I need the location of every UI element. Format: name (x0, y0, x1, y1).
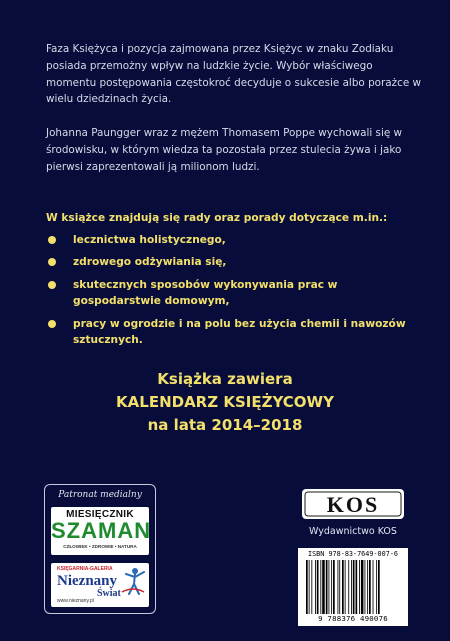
list-item (46, 277, 416, 310)
isbn-text: ISBN 978-83-7649-007-6 (307, 550, 399, 558)
barcode-bar (359, 560, 360, 614)
barcode-bar (317, 560, 319, 614)
barcode-bar (320, 560, 321, 614)
nieznany-logo-name: Nieznany (57, 573, 117, 589)
barcode-bar (345, 560, 346, 614)
list-item (46, 316, 416, 349)
media-patronage-box (44, 484, 156, 614)
barcode-bar (365, 560, 366, 614)
isbn-barcode (298, 548, 408, 626)
bullet-icon (48, 320, 56, 328)
barcode-bar (373, 560, 374, 614)
calendar-line-2: KALENDARZ KSIĘŻYCOWY (116, 393, 334, 411)
calendar-line-3: na lata 2014–2018 (147, 416, 303, 434)
description-text (46, 41, 426, 192)
list-item (46, 254, 416, 271)
nieznany-logo-url: www.nieznany.pl (57, 598, 94, 604)
nieznany-swiat-logo (51, 563, 149, 607)
nieznany-logo-name-2: Świat (97, 588, 121, 599)
barcode-bar (322, 560, 325, 614)
barcode-bar (353, 560, 355, 614)
kos-logo-mark (302, 489, 404, 519)
description-paragraph-1: Faza Księżyca i pozycja zajmowana przez Księżyc w znaku Zodiaku posiada przemożny wpływ na ludzkie życie. Wybór właściwego momentu postępowania częstokroć decyduje o sukcesie albo porażce w wielu dziedzinach życia. (46, 43, 422, 106)
barcode-bar (306, 560, 308, 614)
list-item (46, 232, 416, 249)
list-item-text: pracy w ogrodzie i na polu bez użycia chemii i nawozów sztucznych. (73, 317, 406, 346)
szaman-logo-tagline: CZŁOWIEK • ZDROWIE • NATURA (63, 544, 137, 549)
barcode-bar (342, 560, 344, 614)
barcode-bars (304, 560, 402, 614)
list-item-text: zdrowego odżywiania się, (73, 256, 227, 268)
barcode-digits: 9 788376 490076 (318, 614, 388, 623)
bullet-icon (48, 258, 56, 266)
description-paragraph-2: Johanna Paungger wraz z mężem Thomasem Poppe wychowali się w środowisku, w którym wiedza ta pozostała przez stulecia żywa i jako pierwsi zaprezentowali ją milionom ludzi. (46, 126, 403, 173)
barcode-bar (338, 560, 339, 614)
barcode-bar (356, 560, 358, 614)
szaman-logo-title: SZAMAN (51, 518, 152, 543)
barcode-bar (361, 560, 364, 614)
barcode-bar (311, 560, 312, 614)
barcode-bar (378, 560, 380, 614)
barcode-bar (309, 560, 310, 614)
szaman-logo-top: MIESIĘCZNIK (66, 509, 134, 520)
calendar-callout (60, 368, 390, 437)
kos-logo (302, 489, 404, 519)
barcode-bar (339, 560, 340, 614)
figure-icon (120, 566, 146, 596)
barcode-bar (376, 560, 377, 614)
barcode-bar (331, 560, 332, 614)
patronage-label: Patronat medialny (58, 490, 142, 500)
bullet-icon (48, 236, 56, 244)
barcode-bar (329, 560, 330, 614)
calendar-line-1: Książka zawiera (157, 370, 293, 388)
topics-section (46, 210, 416, 355)
bullet-icon (48, 281, 56, 289)
barcode-bar (326, 560, 328, 614)
nieznany-logo-top: KSIĘGARNIA-GALERIA (57, 566, 113, 572)
barcode-bar (351, 560, 352, 614)
barcode-bar (333, 560, 335, 614)
barcode-bar (367, 560, 368, 614)
topics-lead: W książce znajdują się rady oraz porady dotyczące m.in.: (46, 212, 388, 224)
barcode-bar (315, 560, 316, 614)
list-item-text: skutecznych sposobów wykonywania prac w gospodarstwie domowym, (73, 278, 338, 307)
topics-list (46, 232, 416, 349)
publisher-caption: Wydawnictwo KOS (309, 526, 397, 537)
list-item-text: lecznictwa holistycznego, (73, 233, 226, 246)
szaman-magazine-logo (51, 507, 152, 555)
barcode-bar (348, 560, 349, 614)
kos-logo-text: KOS (326, 492, 380, 517)
barcode-bar (369, 560, 371, 614)
